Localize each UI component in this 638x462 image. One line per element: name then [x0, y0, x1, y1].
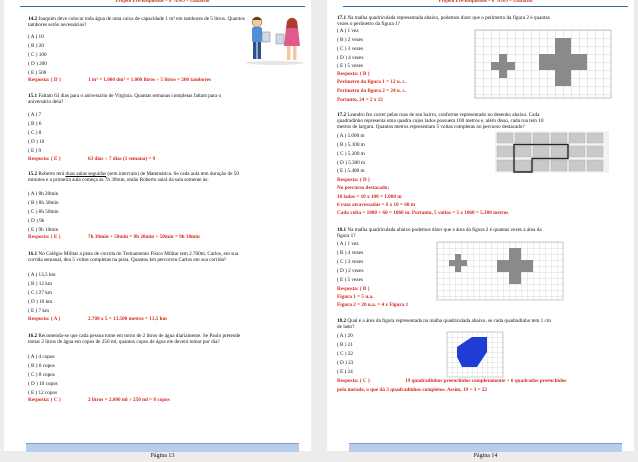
q17-2-answer: Resposta: ( D ): [337, 177, 370, 183]
q15-1-number: 15.1: [28, 93, 38, 99]
q18-1-note-1: Figura 1 = 5 u.a.: [337, 294, 374, 300]
q16-2-option-c: ( C ) 8 copos: [28, 372, 55, 378]
q16-1-number: 16.1: [28, 251, 38, 257]
q15-2-option-a: ( A ) 8h 20min: [28, 191, 59, 197]
q16-1-text-1: No Colégio Militar a pista de corrida do Treinamento Físico Militar tem 2.700m. Carlos, em sua: [38, 251, 239, 257]
q17-1-note-2: Perímetro da figura 2 = 24 u. c.: [337, 88, 406, 94]
q18-2-option-d: ( D ) 23: [337, 360, 354, 366]
q17-2-option-b: ( B ) 5.100 m: [337, 142, 365, 148]
q18-1-option-d: ( D ) 2 vezes: [337, 268, 364, 274]
blue-area-grid-figure: [447, 332, 503, 377]
perimeter-grid-figure: [475, 30, 611, 98]
q15-2-option-b: ( B ) 8h 30min: [28, 200, 59, 206]
right-page: [327, 0, 634, 459]
q15-1-explanation: 63 dias ÷ 7 dias (1 semana) = 9: [88, 156, 156, 162]
q15-1-option-c: ( C ) 8: [28, 130, 42, 136]
q16-2-answer: Resposta: ( C ): [28, 397, 61, 403]
q14-2-text-1: Joaquim deve colocar toda água de uma caixa de capacidade 1 m³ em tambores de 5 litros. Quantos: [38, 16, 245, 22]
q18-2-line-2: de lado?: [337, 324, 355, 330]
q15-2-option-c: ( C ) 8h 50min: [28, 209, 59, 215]
q17-1-answer: Resposta: ( B ): [337, 71, 370, 77]
q15-2-option-d: ( D ) 9h: [28, 218, 45, 224]
right-header-text: Projeto Pré-Requisitos – 6º ANO – Gabarito: [438, 0, 533, 4]
q14-2-explanation: 1 m³ = 1.000 dm³ = 1.000 litros ÷ 5 litros = 200 tambores: [88, 77, 212, 83]
q18-2-option-e: ( E ) 24: [337, 369, 353, 375]
neighborhood-street-map: [495, 131, 609, 173]
q15-2-number: 15.2: [28, 171, 38, 177]
q16-2-number: 16.2: [28, 333, 38, 339]
q15-2-explanation: 7h 30min + 50min = 8h 20min + 50min = 9h 10min: [88, 234, 200, 240]
q15-1-option-a: ( A ) 7: [28, 112, 42, 118]
q15-1-answer: Resposta: ( E ): [28, 156, 61, 162]
q18-2-number: 18.2: [337, 318, 347, 324]
q18-2-line-1: [337, 319, 551, 325]
q17-1-option-d: ( D ) 4 vezes: [337, 55, 364, 61]
q18-1-line-2: figura 1?: [337, 233, 356, 239]
q14-2-option-c: ( C ) 100: [28, 52, 47, 58]
q17-2-line-2: quadradinho representa uma quadra cujos lados possuem 100 metros e, além disso, cada rua tem 10: [337, 118, 544, 124]
q16-2-option-b: ( B ) 6 copos: [28, 363, 55, 369]
q17-1-option-a: ( A ) 1 vez: [337, 28, 359, 34]
q17-2-note-2: 10 lados = 10 x 100 = 1.000 m: [337, 194, 402, 200]
q14-2-option-b: ( B ) 20: [28, 43, 44, 49]
q17-1-text-1: Na malha quadriculada representada abaixo, podemos dizer que o perímetro da figura 2 é quantas: [347, 15, 550, 21]
q15-2-line-2: minutos e a primeira aula começa às 7h 30min, então Roberto sairá da sala somente às:: [28, 177, 209, 183]
q15-2-answer: Resposta: ( E ): [28, 234, 61, 240]
q14-2-answer: Resposta: ( D ): [28, 77, 61, 83]
water-carriers-illustration: [244, 14, 306, 66]
q18-2-answer: Resposta: ( C ): [337, 378, 370, 384]
q15-2-text-before: Roberto terá: [38, 171, 66, 177]
q16-1-explanation: 2.700 x 5 = 13.500 metros = 13,5 km: [88, 316, 167, 322]
q15-1-option-d: ( D ) 10: [28, 139, 45, 145]
q18-1-line-1: [337, 228, 542, 234]
q15-1-text-1: Faltam 63 dias para o aniversário de Virgínia. Quantas semanas completas faltam para o: [38, 93, 222, 99]
q14-2-option-d: ( D ) 200: [28, 61, 47, 67]
q17-2-option-d: ( D ) 5.300 m: [337, 160, 366, 166]
q17-1-note-1: Perímetro da figura 1 = 12 u. c.: [337, 79, 406, 85]
q17-2-number: 17.2: [337, 112, 347, 118]
q16-1-option-b: ( B ) 12 km: [28, 281, 52, 287]
q17-1-line-2: vezes o perímetro da figura 1?: [337, 21, 400, 27]
q17-2-note-3: 6 ruas atravessadas = 6 x 10 = 60 m: [337, 202, 416, 208]
q18-1-text-1: Na malha quadriculada abaixo podemos dizer que a área da figura 2 é quantas vezes a área da: [347, 227, 542, 233]
q18-2-option-a: ( A ) 20: [337, 333, 353, 339]
q15-2-text-underlined: duas aulas seguidas: [65, 171, 107, 177]
q16-2-explanation: 2 litros = 2.000 ml ÷ 250 ml = 8 copos: [88, 397, 170, 403]
q14-2-line-2: tambores serão necessários?: [28, 22, 87, 28]
q17-2-option-e: ( E ) 5.400 m: [337, 168, 365, 174]
q16-2-line-2: tomar 2 litros de água em copos de 250 ml, quantos copos de água ele deverá tomar por dia?: [28, 339, 220, 345]
q17-1-option-e: ( E ) 5 vezes: [337, 63, 363, 69]
q15-1-line-2: aniversário dela?: [28, 99, 64, 105]
q17-2-note-4: Cada volta = 1000 + 60 = 1060 m. Portanto, 5 voltas = 5 x 1060 = 5.300 metros: [337, 210, 509, 216]
right-page-header: [343, 0, 628, 7]
q18-1-option-b: ( B ) 4 vezes: [337, 250, 364, 256]
left-footer-text: Página 13: [150, 453, 175, 459]
q17-1-option-c: ( C ) 3 vezes: [337, 46, 364, 52]
q16-1-line-2: corrida semanal, deu 5 voltas completas na pista. Quantos km percorreu Carlos em sua corrida?: [28, 257, 227, 263]
q18-2-explanation-1: 19 quadradinhos preenchidos completamente + 6 quadrados preenchidos: [405, 378, 567, 384]
q14-2-option-a: ( A ) 10: [28, 34, 44, 40]
q16-2-option-e: ( E ) 12 copos: [28, 390, 58, 396]
q15-1-option-b: ( B ) 6: [28, 121, 42, 127]
q17-2-note-1: No percurso destacado:: [337, 185, 390, 191]
q18-2-explanation-2: pela metade, o que dá 3 quadradinhos completos. Assim, 19 + 3 = 22: [337, 387, 488, 393]
q18-1-note-2: Figura 2 = 20 u.a. = 4 x Figura 1: [337, 302, 409, 308]
q15-2-option-e: ( E ) 9h 10min: [28, 227, 59, 233]
q16-1-option-c: ( C ) 27 km: [28, 290, 52, 296]
q18-1-option-a: ( A ) 1 vez: [337, 241, 359, 247]
q14-2-number: 14.2: [28, 16, 38, 22]
q16-2-text-1: Recomenda-se que cada pessoa tome em torno de 2 litros de água diariamente. Se Paulo pretende: [38, 333, 241, 339]
q16-1-option-e: ( E ) 7 km: [28, 308, 50, 314]
q18-1-number: 18.1: [337, 227, 347, 233]
q18-2-option-c: ( C ) 22: [337, 351, 353, 357]
q16-1-option-a: ( A ) 13,5 km: [28, 272, 56, 278]
q17-2-option-c: ( C ) 5.200 m: [337, 151, 365, 157]
left-page-footer: [26, 443, 299, 459]
area-grid-figure: [437, 242, 563, 300]
q15-2-text-after: (sem intervalo) de Matemática. Se cada aula tem duração de 50: [106, 171, 239, 177]
q16-2-option-d: ( D ) 10 copos: [28, 381, 58, 387]
q18-2-option-b: ( B ) 21: [337, 342, 353, 348]
q17-2-line-3: metros de largura. Quantos metros representam 5 voltas completas no percurso destacado?: [337, 124, 525, 130]
q15-1-option-e: ( E ) 9: [28, 148, 42, 154]
q16-1-answer: Resposta: ( A ): [28, 316, 61, 322]
q16-2-option-a: ( A ) 4 copos: [28, 354, 55, 360]
q17-2-text-1: Leandro fez correr pelas ruas de seu bairro, conforme representado no desenho abaixo. Cada: [347, 112, 540, 118]
q17-1-option-b: ( B ) 2 vezes: [337, 37, 364, 43]
q17-1-note-3: Portanto, 24 = 2 x 12: [337, 97, 383, 103]
q18-1-answer: Resposta: ( B ): [337, 286, 370, 292]
q18-1-option-c: ( C ) 3 vezes: [337, 259, 364, 265]
q14-2-option-e: ( E ) 500: [28, 70, 47, 76]
left-header-text: Projeto Pré-Requisitos – 6º ANO – Gabarito: [115, 0, 210, 4]
right-page-footer: [349, 443, 622, 459]
q18-2-text-1: Qual é a área da figura representada na malha quadriculada abaixo, se cada quadradinho tem 1 cm: [347, 318, 551, 324]
q18-1-option-e: ( E ) 5 vezes: [337, 277, 363, 283]
left-page-header: [20, 0, 305, 7]
q17-2-option-a: ( A ) 5.000 m: [337, 133, 365, 139]
left-page: [4, 0, 311, 459]
q16-1-option-d: ( D ) 10 km: [28, 299, 53, 305]
right-footer-text: Página 14: [473, 453, 498, 459]
q17-1-number: 17.1: [337, 15, 347, 21]
